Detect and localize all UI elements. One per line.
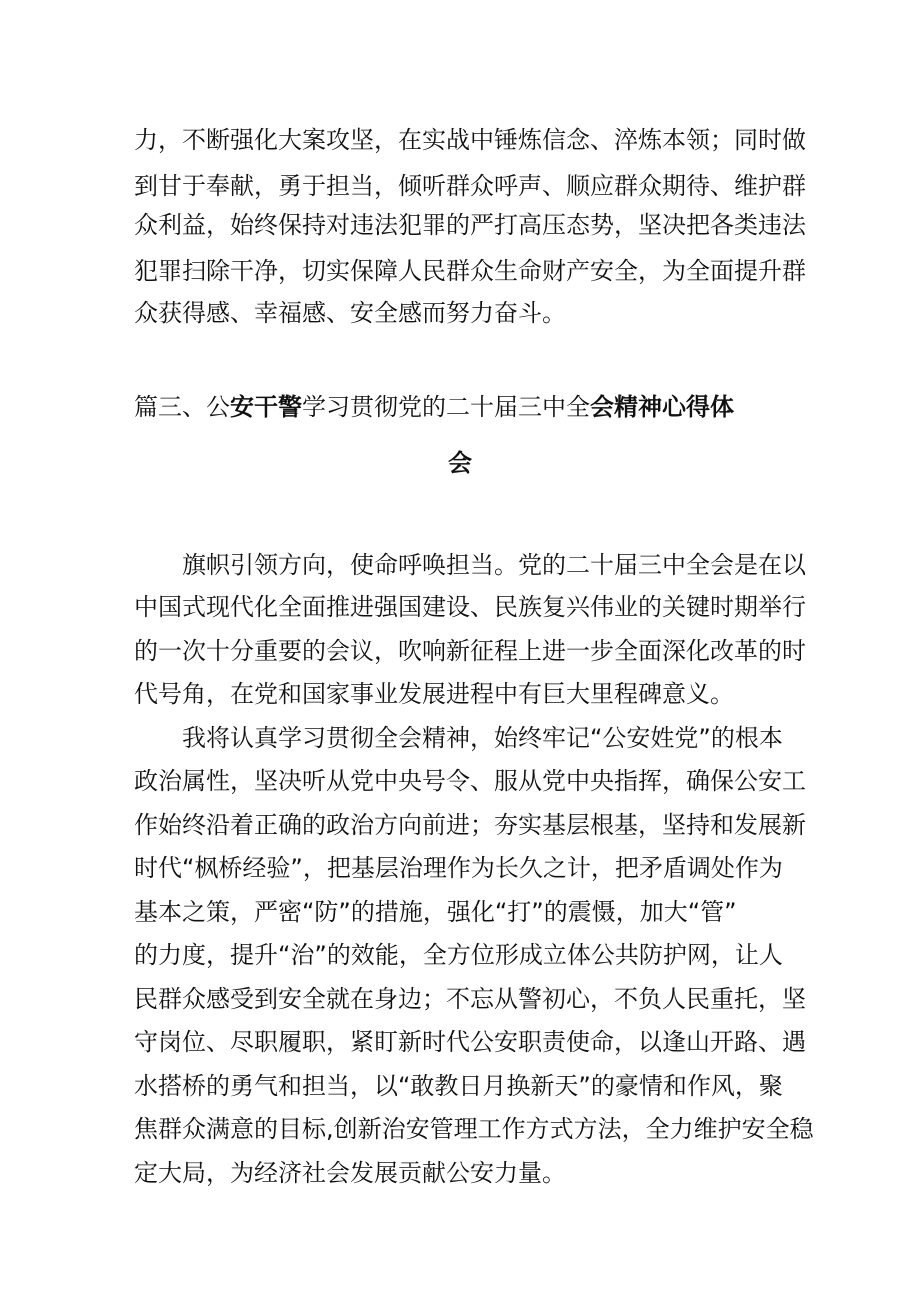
text-line: 民群众感受到安全就在身边；不忘从警初心，不负人民重托，坚 (134, 985, 806, 1013)
text-line: 到甘于奉献，勇于担当，倾听群众呼声、顺应群众期待、维护群 (134, 172, 806, 200)
text-line: 焦群众满意的目标,创新治安管理工作方式方法，全力维护安全稳 (134, 1115, 814, 1143)
text-line: 众利益，始终保持对违法犯罪的严打高压态势，坚决把各类违法 (134, 211, 806, 239)
heading-part-bold: 安干警 (230, 393, 302, 421)
heading-part: 篇三、公 (134, 393, 230, 421)
text-line: 代号角，在党和国家事业发展进程中有巨大里程碑意义。 (134, 680, 734, 708)
text-line: 我将认真学习贯彻全会精神，始终牢记“公安姓党”的根本 (182, 724, 783, 752)
heading-part-bold: 会精神心得体 (590, 393, 734, 421)
text-line: 犯罪扫除干净，切实保障人民群众生命财产安全，为全面提升群 (134, 257, 806, 285)
text-line: 时代“枫桥经验”，把基层治理作为长久之计，把矛盾调处作为 (134, 854, 783, 882)
text-line: 定大局，为经济社会发展贡献公安力量。 (134, 1159, 566, 1187)
section-heading (134, 392, 794, 422)
text-line: 旗帜引领方向，使命呼唤担当。党的二十届三中全会是在以 (182, 551, 806, 579)
text-line: 水搭桥的勇气和担当，以“敢教日月换新天”的豪情和作风，聚 (134, 1072, 783, 1100)
text-line: 守岗位、尽职履职，紧盯新时代公安职责使命，以逢山开路、遇 (134, 1028, 806, 1056)
text-line: 的力度，提升“治”的效能，全方位形成立体公共防护网，让人 (134, 941, 783, 969)
text-line: 力，不断强化大案攻坚，在实战中锤炼信念、淬炼本领；同时做 (134, 126, 806, 154)
text-line: 众获得感、幸福感、安全感而努力奋斗。 (134, 299, 566, 327)
heading-part: 学习贯彻党的二十届三中全 (302, 393, 590, 421)
text-line: 中国式现代化全面推进强国建设、民族复兴伟业的关键时期举行 (134, 593, 806, 621)
text-line: 的一次十分重要的会议，吹响新征程上进一步全面深化改革的时 (134, 637, 806, 665)
text-line: 作始终沿着正确的政治方向前进；夯实基层根基，坚持和发展新 (134, 811, 806, 839)
text-line: 政治属性，坚决听从党中央号令、服从党中央指挥，确保公安工 (134, 767, 806, 795)
section-heading-continued: 会 (448, 449, 472, 477)
text-line: 基本之策，严密“防”的措施，强化“打”的震慑，加大“管” (134, 898, 737, 926)
